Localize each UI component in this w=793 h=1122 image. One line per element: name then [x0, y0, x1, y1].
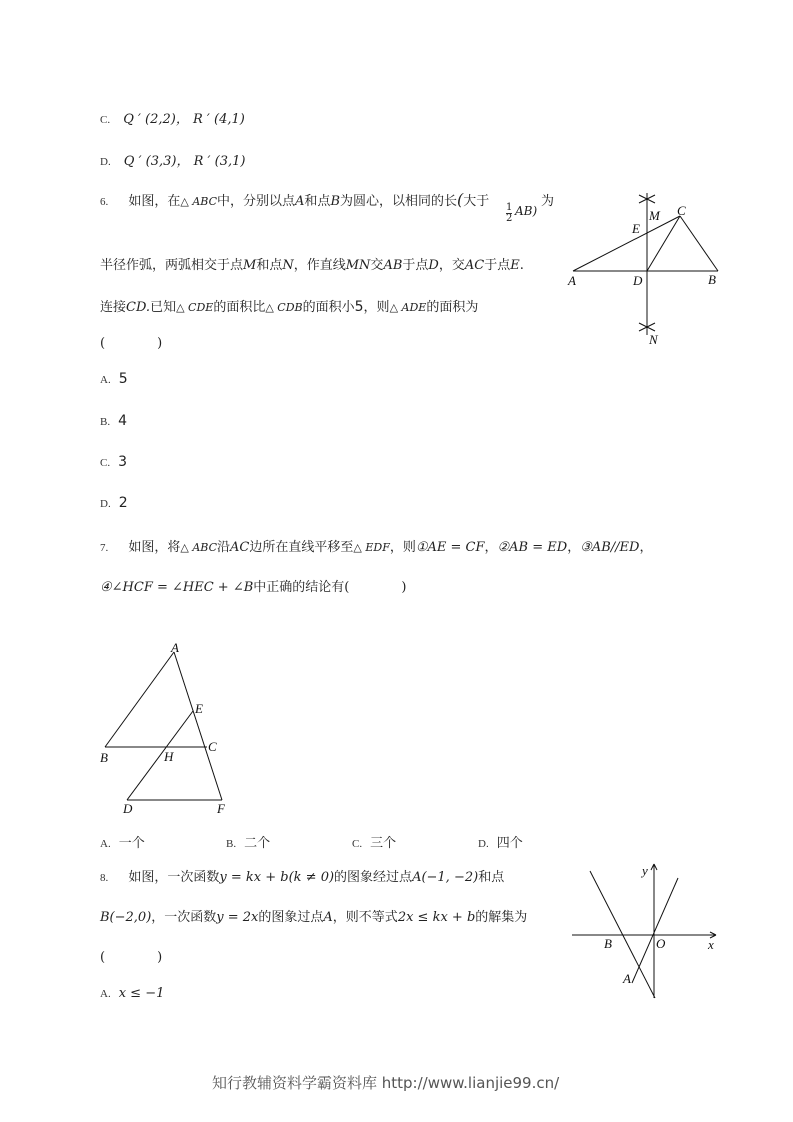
text: 于点: [402, 258, 429, 273]
q5-option-c: [100, 108, 245, 127]
option-value: 4: [118, 413, 128, 429]
label-f: F: [217, 801, 225, 816]
text: ，交: [438, 258, 465, 273]
option-letter: B.: [226, 838, 237, 850]
segment-bc: [680, 216, 718, 271]
q8-answer-blank: ( ): [100, 950, 163, 965]
q7-option-d: [478, 832, 523, 851]
text: ，则: [363, 300, 390, 315]
segment-ac: AC: [230, 540, 250, 555]
fraction-denominator: 2: [506, 213, 513, 224]
inequality: 2x ≤ kx + b: [397, 910, 476, 925]
option-text: 四个: [496, 836, 523, 851]
option-text: 一个: [118, 836, 145, 851]
q6-wei: 为: [541, 194, 555, 209]
option-value: 3: [118, 454, 128, 470]
question-number: 7.: [100, 542, 109, 554]
q6-half-fraction: [506, 203, 512, 224]
point-a-ref: A: [323, 910, 333, 925]
q7-option-c: [352, 832, 396, 851]
function-1: y = kx + b(k ≠ 0): [219, 870, 335, 885]
triangle-ade: △ ADE: [389, 301, 427, 314]
label-c: C: [208, 739, 217, 754]
option-letter: A.: [100, 838, 111, 850]
text: 交: [370, 258, 384, 273]
question-number: 6.: [100, 196, 109, 208]
q8-line1: [100, 866, 504, 885]
option-text: x ≤ −1: [118, 986, 165, 1001]
q5-option-d: [100, 150, 245, 169]
label-a: A: [171, 640, 179, 655]
text: 中正确的结论有( ): [253, 580, 407, 595]
text: 的解集为: [475, 910, 528, 925]
q8-line2: [100, 906, 527, 925]
option-letter: D.: [100, 498, 111, 510]
q6-option-a: [100, 368, 128, 387]
label-o: O: [656, 936, 666, 951]
point-e: E: [510, 258, 520, 273]
segment-cd: CD.: [126, 300, 151, 315]
point-a: A(−1, −2): [412, 870, 479, 885]
label-a: A: [568, 273, 576, 288]
point-d: D: [428, 258, 439, 273]
text: 的图象过点: [258, 910, 324, 925]
label-b: B: [604, 936, 612, 951]
triangle-abc: △ ABC: [180, 195, 218, 208]
triangle-cdb: △ CDB: [265, 301, 303, 314]
label-y: y: [642, 863, 648, 878]
q7-line1: [100, 536, 653, 555]
label-d: D: [633, 273, 643, 288]
q6-line3: [100, 296, 478, 315]
text: .: [519, 258, 524, 273]
q7-line2: [100, 576, 406, 595]
text: 和点: [478, 870, 505, 885]
label-e: E: [195, 701, 203, 716]
text: ，一次函数: [151, 910, 217, 925]
text: 半径作弧，两弧相交于点: [100, 258, 244, 273]
label-a: A: [623, 971, 631, 986]
point-m: M: [243, 258, 257, 273]
q7-option-b: [226, 832, 270, 851]
text: 的面积为: [426, 300, 479, 315]
label-n: N: [649, 332, 658, 347]
line-mn: MN: [345, 258, 371, 273]
triangle-edf: △ EDF: [353, 541, 390, 554]
text: 如图，将: [128, 540, 181, 555]
label-b: B: [100, 750, 108, 765]
line-2x: [632, 878, 678, 983]
q6-option-b: [100, 410, 127, 429]
text: ，作直线: [293, 258, 346, 273]
text: 于点: [484, 258, 511, 273]
triangle-cde: △ CDE: [176, 301, 214, 314]
option-letter: C.: [352, 838, 363, 850]
option-text: 二个: [244, 836, 271, 851]
option-letter: D.: [100, 156, 111, 168]
text: 边所在直线平移至: [249, 540, 354, 555]
segment-ac: AC: [464, 258, 485, 273]
option-letter: C.: [100, 457, 111, 469]
text: 已知: [150, 300, 177, 315]
point-n: N: [282, 258, 294, 273]
conclusion-1: ①AE = CF: [415, 540, 485, 555]
page-footer: 知行教辅资料学霸资料库 http://www.lianjie99.cn/: [212, 1074, 560, 1092]
text: 连接: [100, 300, 127, 315]
number-five: 5: [354, 299, 364, 315]
q6-option-d: [100, 492, 128, 511]
text: 的面积小: [302, 300, 355, 315]
text: 中，分别以点: [217, 194, 296, 209]
q6-line1: [100, 190, 489, 209]
text: 为圆心，以相同的长: [340, 194, 458, 209]
option-value: 2: [118, 495, 128, 511]
point-b: B(−2,0): [100, 910, 152, 925]
option-letter: A.: [100, 374, 111, 386]
option-text: Q ′ (3,3)， R ′ (3,1): [123, 154, 246, 169]
point-b: B: [330, 194, 340, 209]
question-number: 8.: [100, 872, 109, 884]
q6-figure: [565, 185, 730, 350]
text: 的图象经过点: [334, 870, 413, 885]
conclusion-4: ④∠HCF = ∠HEC + ∠B: [100, 580, 254, 595]
q6-ab-paren: AB): [515, 204, 538, 218]
option-letter: C.: [100, 114, 111, 126]
label-b: B: [708, 272, 716, 287]
paren: (: [457, 190, 464, 209]
option-text: Q ′ (2,2)， R ′ (4,1): [123, 112, 245, 127]
fraction-numerator: 1: [506, 202, 513, 213]
option-letter: A.: [100, 988, 111, 1000]
q7-figure: [95, 640, 245, 820]
option-text: 三个: [370, 836, 397, 851]
segment-ed: [127, 711, 193, 800]
segment-ab: AB: [383, 258, 403, 273]
text: ，: [484, 540, 498, 555]
segment-af: [174, 652, 222, 800]
text: 如图，在: [128, 194, 181, 209]
q6-line2: [100, 254, 524, 273]
q6-answer-blank: ( ): [100, 336, 163, 351]
label-c: C: [677, 203, 686, 218]
text: 的面积比: [213, 300, 266, 315]
text: 和点: [256, 258, 283, 273]
q6-option-c: [100, 451, 127, 470]
label-d: D: [123, 801, 133, 816]
option-value: 5: [118, 371, 128, 387]
text: ，则不等式: [332, 910, 398, 925]
label-e: E: [632, 221, 640, 236]
text: 沿: [217, 540, 231, 555]
point-a: A: [295, 194, 305, 209]
option-letter: D.: [478, 838, 489, 850]
function-2: y = 2x: [216, 910, 259, 925]
q8-option-a: [100, 982, 164, 1001]
text: ，则: [389, 540, 416, 555]
q7-option-a: [100, 832, 145, 851]
text: 大于: [463, 194, 490, 209]
label-m: M: [649, 208, 660, 223]
text: 如图，一次函数: [128, 870, 220, 885]
text: 和点: [304, 194, 331, 209]
text: ，: [567, 540, 581, 555]
q8-figure: [568, 858, 728, 1003]
label-x: x: [708, 937, 714, 952]
label-h: H: [164, 749, 174, 764]
text: ，: [639, 540, 653, 555]
option-letter: B.: [100, 416, 111, 428]
triangle-abc: △ ABC: [180, 541, 218, 554]
segment-ab: [105, 652, 174, 747]
conclusion-2: ②AB = ED: [497, 540, 568, 555]
conclusion-3: ③AB//ED: [580, 540, 640, 555]
